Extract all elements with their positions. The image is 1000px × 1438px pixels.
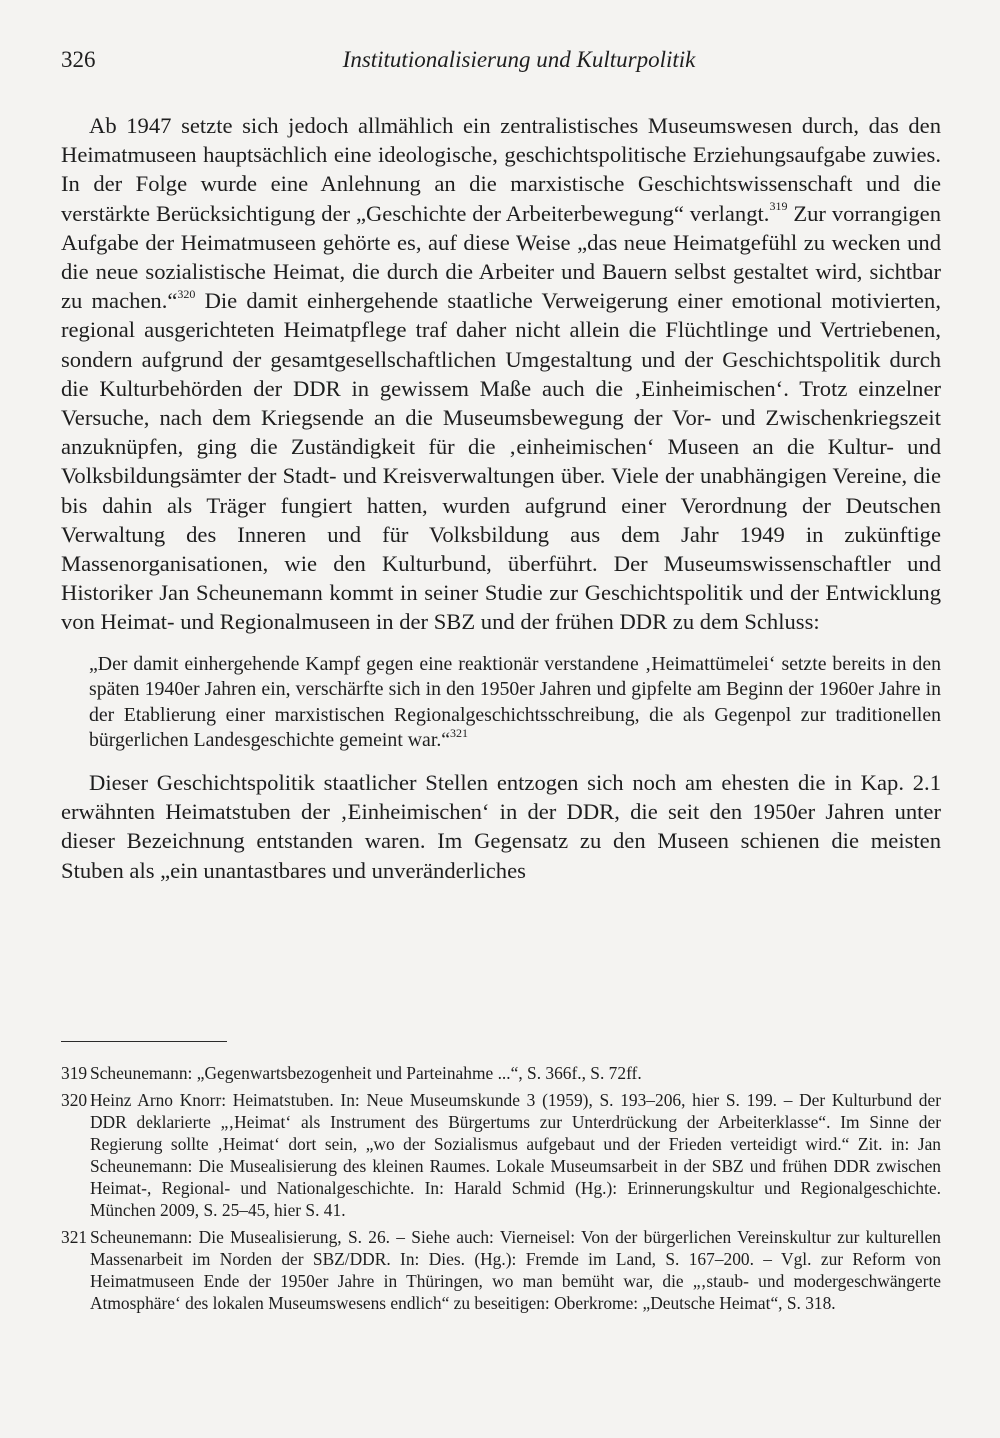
footnote-reference[interactable]: 320 [177,286,196,301]
main-text [61,111,941,885]
footnote-reference[interactable]: 319 [769,199,788,214]
footnote-text: Scheunemann: „Gegenwartsbezogenheit und Parteinahme ...“, S. 366f., S. 72ff. [90,1063,642,1083]
block-quote [89,652,941,754]
paragraph-text: Ab 1947 setzte sich jedoch allmählich ein zentralistisches Museumswesen durch, das den Heimatmuseen hauptsächlich eine ideologische, geschichtspolitische Erziehungsaufgabe zuwies. In der Folge wurde eine Anlehnung an die marxistische Geschichtswissenschaft und die verstärkte Berücksichtigung der „Geschichte der Arbeiterbewegung“ verlangt. [61,113,941,226]
running-title: Institutionalisierung und Kulturpolitik [342,47,696,72]
paragraph [61,111,941,637]
paragraph-text: Die damit einhergehende staatliche Verweigerung einer emotional motivierten, regional ausgerichteten Heimatpflege traf daher nicht allein die Flüchtlinge und Vertriebenen, sondern aufgrund der gesamtgesellschaftlichen Umgestaltung und der Geschichtspolitik durch die Kulturbehörden der DDR in gewissem Maße auch die ‚Einheimischen‘. Trotz einzelner Versuche, nach dem Kriegsende an die Museumsbewegung der Vor- und Zwischenkriegszeit anzuknüpfen, ging die Zuständigkeit für die ‚einheimischen‘ Museen an die Kultur- und Volksbildungsämter der Stadt- und Kreisverwaltungen über. Viele der unabhängigen Vereine, die bis dahin als Träger fungiert hatten, wurden aufgrund einer Verordnung der Deutschen Verwaltung des Inneren und für Volksbildung aus dem Jahr 1949 in zukünftige Massenorganisationen, wie den Kulturbund, überführt. Der Museumswissenschaftler und Historiker Jan Scheunemann kommt in seiner Studie zur Geschichtspolitik und der Entwicklung von Heimat- und Regionalmuseen in der SBZ und der frühen DDR zu dem Schluss: [61,288,941,635]
footnote-number: 319 [61,1063,88,1083]
footnote-text: Scheunemann: Die Musealisierung, S. 26. – Siehe auch: Vierneisel: Von der bürgerlichen Vereinskultur zur kulturellen Massenarbeit im Norden der SBZ/DDR. In: Dies. (Hg.): Fremde im Land, S. 167–200. – Vgl. zur Reform von Heimatmuseen Ende der 1950er Jahre in Thüringen, wo man bemüht war, die „‚staub- und modergeschwängerte Atmosphäre‘ des lokalen Museumswesens endlich“ zu beseitigen: Oberkrome: „Deutsche Heimat“, S. 318. [90,1227,941,1313]
quote-text: „Der damit einhergehende Kampf gegen eine reaktionär verstandene ‚Heimattümelei‘ setzte bereits in den späten 1940er Jahren ein, verschärfte sich in den 1950er Jahren und gipfelte am Beginn der 1960er Jahre in der Etablierung einer marxistischen Regionalgeschichtsschreibung, die als Gegenpol zur traditionellen bürgerlichen Landesgeschichte gemeint war.“ [89,652,941,752]
footnote-divider [61,1041,227,1042]
footnote-reference[interactable]: 321 [450,725,469,740]
footnotes [61,1062,941,1319]
paragraph-text: Zur vorrangigen Aufgabe der Heimatmuseen gehörte es, auf diese Weise „das neue Heimatgefühl zu wecken und die neue sozialistische Heimat, die durch die Arbeiter und Bauern selbst gestaltet wird, sichtbar zu machen.“ [61,200,941,314]
footnote-number: 321 [61,1227,88,1247]
paragraph: Dieser Geschichtspolitik staatlicher Stellen entzogen sich noch am ehesten die in Kap. 2.1 erwähnten Heimatstuben der ‚Einheimischen‘ in der DDR, die seit den 1950er Jahren unter dieser Bezeichnung entstanden waren. Im Gegensatz zu den Museen schienen die meisten Stuben als „ein unantastbares und unveränderliches [61,770,941,883]
footnote [61,1062,941,1084]
running-head [61,44,941,76]
footnote-text: Heinz Arno Knorr: Heimatstuben. In: Neue Museumskunde 3 (1959), S. 193–206, hier S. 199. – Der Kulturbund der DDR deklarierte „‚Heimat‘ als Instrument des Bürgertums zur Unterdrückung der Arbeiterklasse“. Im Sinne der Regierung sollte ‚Heimat‘ dort sein, „wo der Sozialismus aufgebaut und der Frieden verteidigt wird.“ Zit. in: Jan Scheunemann: Die Musealisierung des kleinen Raumes. Lokale Museumsarbeit in der SBZ und frühen DDR zwischen Heimat-, Regional- und Nationalgeschichte. In: Harald Schmid (Hg.): Erinnerungskultur und Regionalgeschichte. München 2009, S. 25–45, hier S. 41. [90,1090,941,1220]
footnote [61,1226,941,1314]
footnote [61,1089,941,1221]
footnote-number: 320 [61,1090,88,1110]
page-number: 326 [61,47,96,72]
